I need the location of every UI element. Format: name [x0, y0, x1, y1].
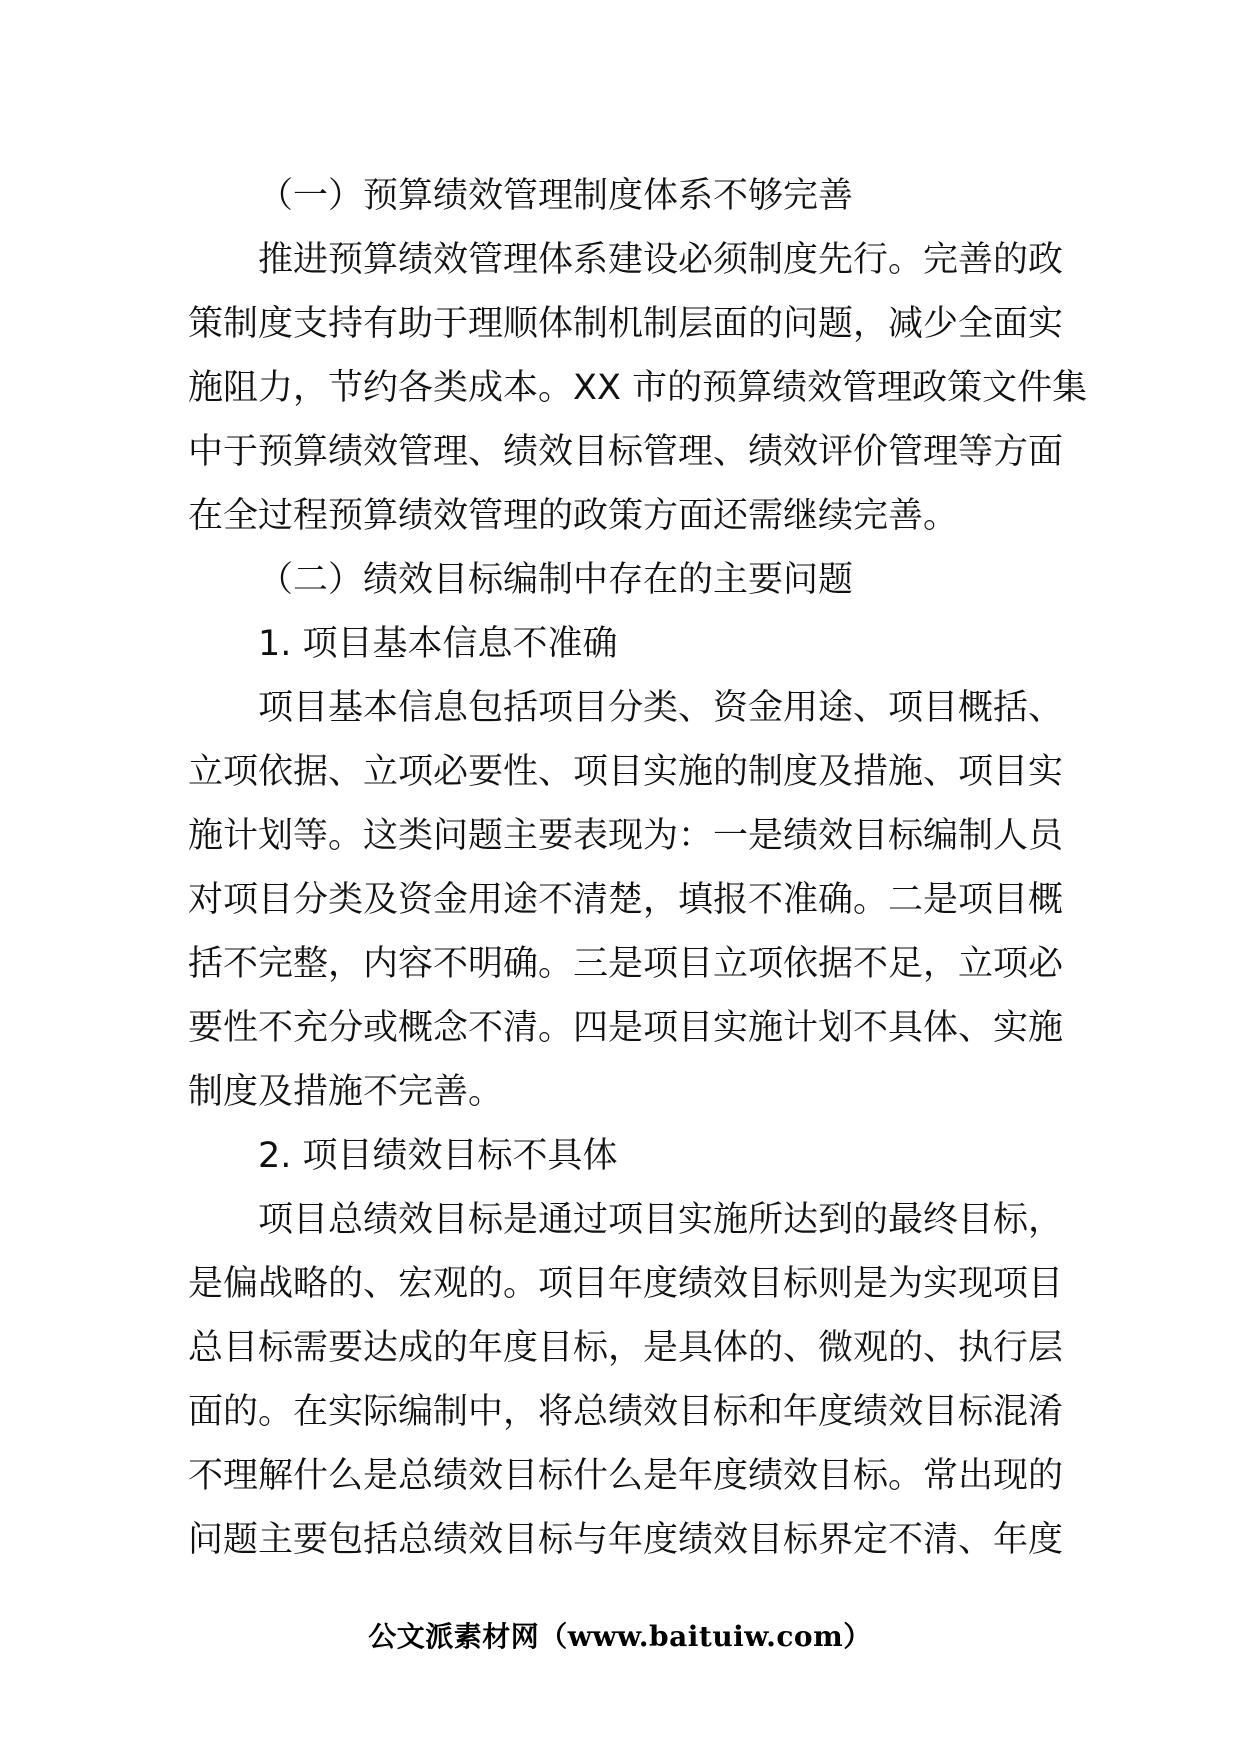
section-heading-1: （一）预算绩效管理制度体系不够完善 [258, 176, 854, 216]
paragraph-2 [188, 676, 1064, 1124]
paragraph-line: 项目总绩效目标是通过项目实施所达到的最终目标， [258, 1200, 1064, 1240]
subheading-1: 1. 项目基本信息不准确 [258, 624, 618, 664]
paragraph-line: 策制度支持有助于理顺体制机制层面的问题，减少全面实 [188, 304, 1064, 344]
section-heading-2: （二）绩效目标编制中存在的主要问题 [258, 560, 854, 600]
paragraph-line: 对项目分类及资金用途不清楚，填报不准确。二是项目概 [188, 880, 1064, 920]
document-body [188, 164, 1088, 1572]
paragraph-line: 推进预算绩效管理体系建设必须制度先行。完善的政 [258, 240, 1064, 280]
paragraph-line: 在全过程预算绩效管理的政策方面还需继续完善。 [188, 496, 959, 536]
page-footer-source: 公文派素材网（www.baituiw.com） [368, 1620, 872, 1653]
paragraph-line: 是偏战略的、宏观的。项目年度绩效目标则是为实现项目 [188, 1264, 1064, 1304]
paragraph-line: 问题主要包括总绩效目标与年度绩效目标界定不清、年度 [188, 1520, 1064, 1560]
subheading-2: 2. 项目绩效目标不具体 [258, 1136, 618, 1176]
paragraph-line: 制度及措施不完善。 [188, 1072, 504, 1112]
paragraph-line: 不理解什么是总绩效目标什么是年度绩效目标。常出现的 [188, 1456, 1064, 1496]
paragraph-3 [188, 1188, 1064, 1572]
paragraph-line: 总目标需要达成的年度目标，是具体的、微观的、执行层 [188, 1328, 1064, 1368]
paragraph-line: 施计划等。这类问题主要表现为：一是绩效目标编制人员 [188, 816, 1064, 856]
paragraph-line: 面的。在实际编制中，将总绩效目标和年度绩效目标混淆 [188, 1392, 1064, 1432]
paragraph-line: 括不完整，内容不明确。三是项目立项依据不足，立项必 [188, 944, 1064, 984]
paragraph-line: 项目基本信息包括项目分类、资金用途、项目概括、 [258, 688, 1064, 728]
paragraph-line: 要性不充分或概念不清。四是项目实施计划不具体、实施 [188, 1008, 1064, 1048]
paragraph-line: 施阻力，节约各类成本。XX 市的预算绩效管理政策文件集 [188, 368, 1088, 408]
paragraph-line: 立项依据、立项必要性、项目实施的制度及措施、项目实 [188, 752, 1064, 792]
paragraph-1 [188, 228, 1088, 548]
paragraph-line: 中于预算绩效管理、绩效目标管理、绩效评价管理等方面 [188, 432, 1064, 472]
